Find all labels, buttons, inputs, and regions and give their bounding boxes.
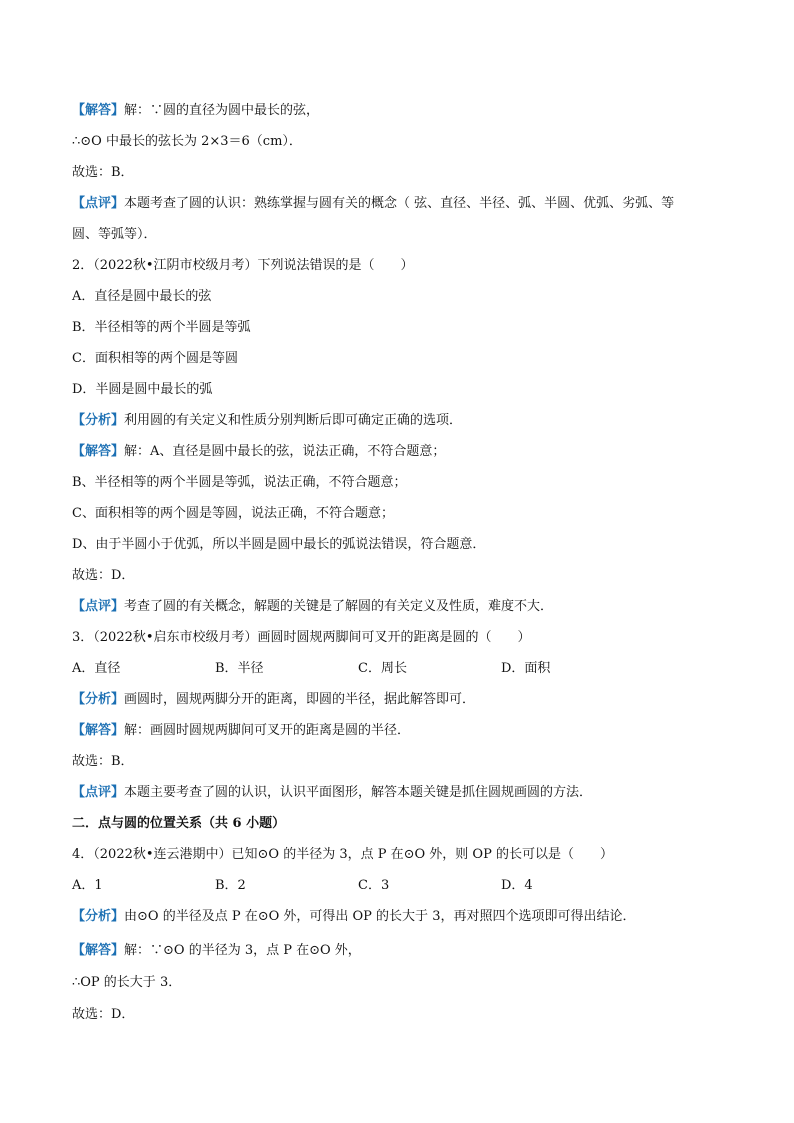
options-row-q4	[72, 876, 754, 896]
tag-analysis: 【分析】	[72, 909, 125, 924]
option-text: A．直径是圆中最长的弦	[72, 289, 212, 304]
answer-line	[72, 1005, 754, 1025]
answer-line	[72, 101, 754, 121]
tag-analysis: 【分析】	[72, 692, 125, 707]
answer-line	[72, 442, 754, 462]
option-a: A．1	[72, 878, 103, 893]
question-4	[72, 845, 754, 865]
comment-line	[72, 783, 754, 803]
question-2	[72, 256, 754, 276]
option-text: B．半径相等的两个半圆是等弧	[72, 320, 251, 335]
line-text: 故选：D．	[72, 1007, 135, 1022]
line-text: 画圆时，圆规两脚分开的距离，即圆的半径，据此解答即可．	[124, 692, 476, 707]
option-b: B．半径	[215, 661, 264, 676]
line-text: B、半径相等的两个半圆是等弧，说法正确，不符合题意；	[72, 475, 407, 490]
analysis-line	[72, 411, 754, 431]
question-3	[72, 628, 754, 648]
line-text: 解：画圆时圆规两脚间可叉开的距离是圆的半径．	[124, 723, 411, 738]
question-text: 4．（2022秋•连云港期中）已知⊙O 的半径为 3，点 P 在⊙O 外，则 OP 的长可以是（ ）	[72, 847, 613, 862]
option-d: D．4	[501, 878, 533, 893]
line-text: 解：A、直径是圆中最长的弦，说法正确，不符合题意；	[124, 444, 446, 459]
answer-line	[72, 566, 754, 586]
option-d: D．面积	[501, 661, 551, 676]
tag-comment: 【点评】	[72, 785, 125, 800]
option-c: C．周长	[358, 661, 407, 676]
line-text: 故选：B．	[72, 165, 134, 180]
line-text: 圆、等弧等）．	[72, 227, 157, 242]
option-d	[72, 380, 754, 400]
answer-line	[72, 132, 754, 152]
line-text: ∴OP 的长大于 3．	[72, 975, 182, 990]
tag-answer: 【解答】	[72, 103, 125, 118]
question-text: 2．（2022秋•江阴市校级月考）下列说法错误的是（ ）	[72, 258, 414, 273]
line-text: 故选：D．	[72, 568, 135, 583]
question-text: 3．（2022秋•启东市校级月考）画圆时圆规两脚间可叉开的距离是圆的（ ）	[72, 630, 531, 645]
line-text: 本题考查了圆的认识：熟练掌握与圆有关的概念（ 弦、直径、半径、弧、半圆、优弧、劣弧、等	[124, 196, 675, 211]
tag-analysis: 【分析】	[72, 413, 125, 428]
tag-comment: 【点评】	[72, 196, 125, 211]
option-a	[72, 287, 754, 307]
answer-line	[72, 752, 754, 772]
line-text: 解：∵圆的直径为圆中最长的弦，	[124, 103, 320, 118]
line-text: 考查了圆的有关概念，解题的关键是了解圆的有关定义及性质，难度不大．	[124, 599, 554, 614]
line-text: D、由于半圆小于优弧，所以半圆是圆中最长的弧说法错误，符合题意．	[72, 537, 486, 552]
option-b	[72, 318, 754, 338]
line-text: 本题主要考查了圆的认识，认识平面图形，解答本题关键是抓住圆规画圆的方法．	[124, 785, 593, 800]
option-text: D．半圆是圆中最长的弧	[72, 382, 213, 397]
answer-line	[72, 163, 754, 183]
tag-answer: 【解答】	[72, 723, 125, 738]
answer-line	[72, 504, 754, 524]
tag-answer: 【解答】	[72, 943, 125, 958]
line-text: 利用圆的有关定义和性质分别判断后即可确定正确的选项．	[124, 413, 463, 428]
tag-comment: 【点评】	[72, 599, 125, 614]
analysis-line	[72, 690, 754, 710]
answer-line	[72, 535, 754, 555]
options-row-q3	[72, 659, 754, 679]
line-text: 故选：B．	[72, 754, 134, 769]
line-text: ∴⊙O 中最长的弦长为 2×3＝6（cm）．	[72, 134, 302, 149]
answer-line	[72, 941, 754, 961]
answer-line	[72, 473, 754, 493]
option-b: B．2	[215, 878, 246, 893]
answer-line	[72, 721, 754, 741]
option-a: A．直径	[72, 661, 121, 676]
answer-line	[72, 973, 754, 993]
option-c: C．3	[358, 878, 390, 893]
tag-answer: 【解答】	[72, 444, 125, 459]
line-text: C、面积相等的两个圆是等圆，说法正确，不符合题意；	[72, 506, 394, 521]
line-text: 解：∵⊙O 的半径为 3，点 P 在⊙O 外，	[124, 943, 361, 958]
section-heading: 二．点与圆的位置关系（共 6 小题）	[72, 816, 286, 831]
comment-line	[72, 194, 754, 214]
analysis-line	[72, 907, 754, 927]
comment-line	[72, 225, 754, 245]
line-text: 由⊙O 的半径及点 P 在⊙O 外，可得出 OP 的长大于 3，再对照四个选项即可得出结论．	[124, 909, 636, 924]
comment-line	[72, 597, 754, 617]
option-c	[72, 349, 754, 369]
option-text: C．面积相等的两个圆是等圆	[72, 351, 238, 366]
